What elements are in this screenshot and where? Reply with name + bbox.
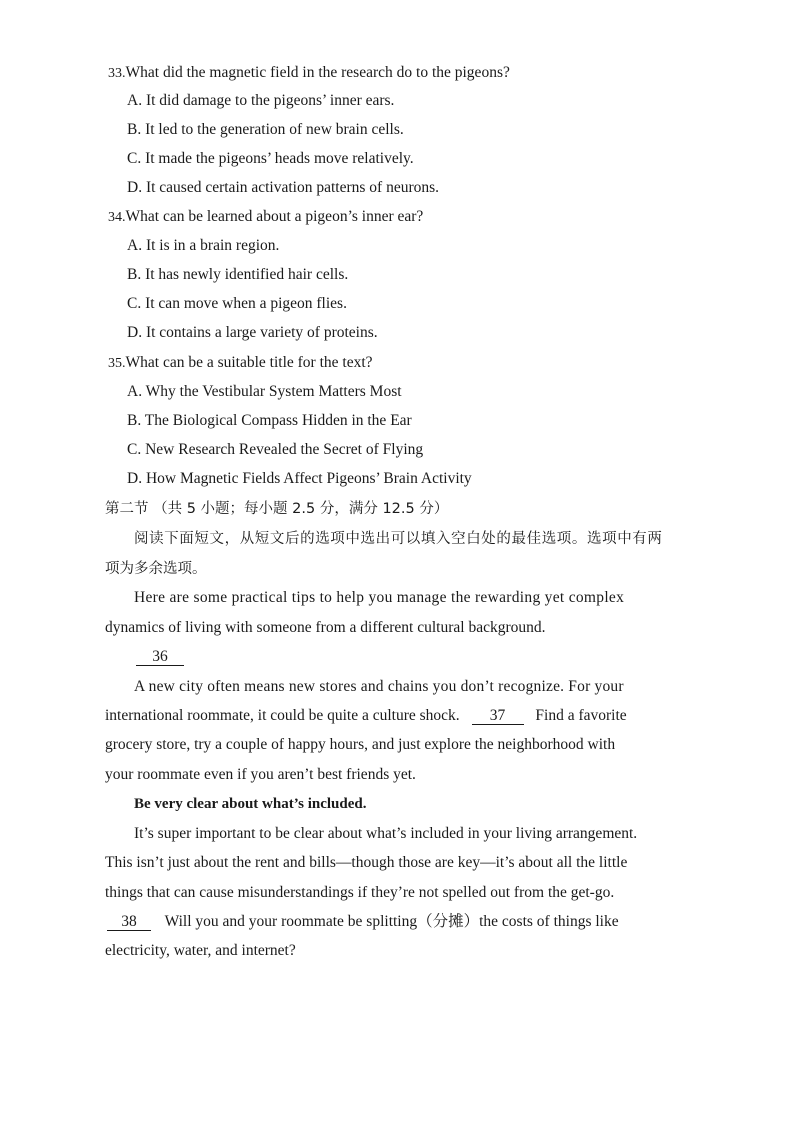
question-33 [108, 63, 510, 84]
paragraph-1: A new city often means new stores and chains you don’t recognize. For your [134, 678, 624, 695]
blank-36-line [134, 647, 186, 667]
question-stem: What did the magnetic field in the research do to the pigeons? [125, 64, 510, 81]
option-33-d: D. It caused certain activation patterns of neurons. [127, 179, 440, 196]
tip-subheading: Be very clear about what’s included. [134, 796, 367, 812]
question-stem: What can be a suitable title for the text? [125, 354, 373, 371]
option-33-c: C. It made the pigeons’ heads move relatively. [127, 150, 414, 167]
paragraph-2: It’s super important to be clear about what’s included in your living arrangement. [134, 825, 638, 842]
paragraph-text: international roommate, it could be quite a culture shock. [105, 707, 460, 724]
question-34 [108, 207, 423, 228]
question-stem: What can be learned about a pigeon’s inner ear? [125, 208, 424, 225]
paragraph-text: Find a favorite [535, 707, 627, 724]
paragraph-text: Will you and your roommate be splitting（分摊）the costs of things like [164, 913, 619, 930]
passage-intro: Here are some practical tips to help you manage the rewarding yet complex [134, 589, 625, 606]
section-instruction-cont: 项为多余选项。 [105, 561, 207, 577]
option-34-b: B. It has newly identified hair cells. [127, 266, 349, 283]
blank-38: 38 [107, 913, 151, 931]
option-35-b: B. The Biological Compass Hidden in the Ear [127, 412, 412, 429]
option-33-b: B. It led to the generation of new brain cells. [127, 121, 404, 138]
paragraph-1-line-2 [105, 706, 627, 726]
question-number: 33. [108, 66, 126, 81]
passage-intro-cont: dynamics of living with someone from a different cultural background. [105, 619, 546, 636]
option-35-c: C. New Research Revealed the Secret of Flying [127, 441, 424, 458]
option-34-d: D. It contains a large variety of proteins. [127, 324, 378, 341]
option-35-d: D. How Magnetic Fields Affect Pigeons’ Brain Activity [127, 470, 472, 487]
option-35-a: A. Why the Vestibular System Matters Most [127, 383, 402, 400]
paragraph-1-line-3: grocery store, try a couple of happy hours, and just explore the neighborhood with [105, 736, 616, 753]
paragraph-2-line-2: This isn’t just about the rent and bills—though those are key—it’s about all the little [105, 854, 628, 871]
section-instruction: 阅读下面短文，从短文后的选项中选出可以填入空白处的最佳选项。选项中有两 [134, 531, 663, 547]
section-heading: 第二节 （共 5 小题；每小题 2.5 分，满分 12.5 分） [105, 501, 449, 517]
question-35 [108, 353, 373, 374]
paragraph-2-line-3: things that can cause misunderstandings if they’re not spelled out from the get-go. [105, 884, 615, 901]
paragraph-1-line-4: your roommate even if you aren’t best friends yet. [105, 766, 416, 783]
blank-37: 37 [472, 707, 524, 725]
option-34-c: C. It can move when a pigeon flies. [127, 295, 347, 312]
option-34-a: A. It is in a brain region. [127, 237, 280, 254]
paragraph-2-line-4 [105, 912, 619, 932]
option-33-a: A. It did damage to the pigeons’ inner ears. [127, 92, 395, 109]
blank-36: 36 [136, 648, 184, 666]
question-number: 35. [108, 356, 126, 371]
paragraph-2-line-5: electricity, water, and internet? [105, 942, 296, 959]
question-number: 34. [108, 210, 126, 225]
